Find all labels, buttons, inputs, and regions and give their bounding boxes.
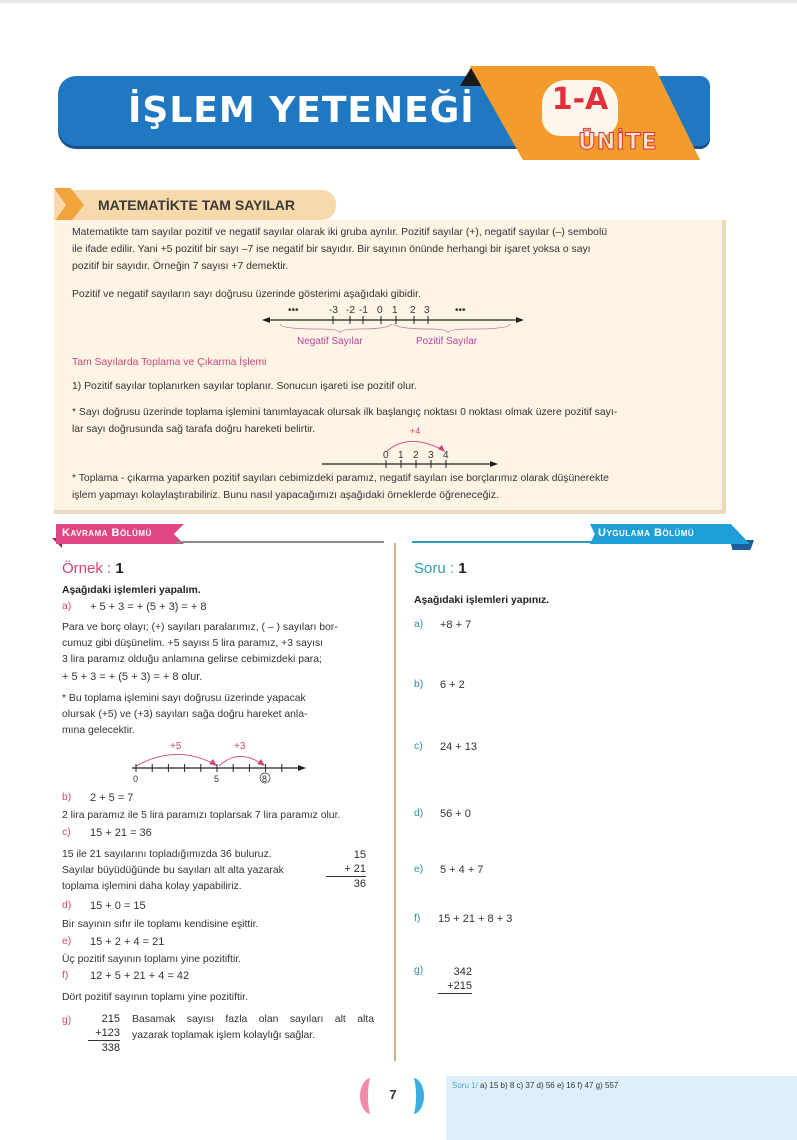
intro-para-line: ile ifade edilir. Yani +5 pozitif bir sayı –7 ise negatif bir sayıdır. Bir sayının önünde herhangi bir işaret yoksa o sayı bbox=[72, 244, 591, 255]
item-label: d) bbox=[62, 900, 72, 911]
question-instruction: Aşağıdaki işlemleri yapınız. bbox=[414, 595, 550, 606]
positive-label: Pozitif Sayılar bbox=[416, 336, 478, 347]
number-line-dots-right: ••• bbox=[455, 305, 466, 316]
jump-label: +5 bbox=[170, 741, 182, 752]
example-title-number: 1 bbox=[115, 560, 124, 577]
arrow-left-icon bbox=[262, 317, 270, 323]
example-text: mına gelecektir. bbox=[62, 725, 135, 736]
tick-label: 0 bbox=[383, 450, 389, 461]
example-equation: 12 + 5 + 21 + 4 = 42 bbox=[90, 970, 190, 982]
example-text: yazarak toplamak işlem kolaylığı sağlar. bbox=[132, 1030, 316, 1041]
number-line-integers bbox=[260, 300, 530, 350]
tick-label: 3 bbox=[424, 305, 430, 316]
rule-1: 1) Pozitif sayılar toplanırken sayılar toplanır. Sonucun işareti ise pozitif olur. bbox=[72, 381, 417, 392]
tick-label: 2 bbox=[410, 305, 416, 316]
item-label: e) bbox=[414, 864, 424, 875]
arrow-icon bbox=[257, 759, 265, 766]
answer-key bbox=[452, 1081, 618, 1090]
tick-label: -1 bbox=[359, 305, 368, 316]
tick-label: 1 bbox=[392, 305, 398, 316]
tick-label: -2 bbox=[346, 305, 355, 316]
item-label: b) bbox=[414, 679, 424, 690]
example-title-prefix: Örnek : bbox=[62, 560, 112, 577]
example-text: Dört pozitif sayının toplamı yine pozitiftir. bbox=[62, 992, 248, 1003]
uygulama-rule bbox=[412, 541, 594, 543]
intro-para-line: Matematikte tam sayılar pozitif ve negatif sayılar olarak iki gruba ayrılır. Pozitif sayılar (+), negatif sayılar (–) sembolü bbox=[72, 227, 608, 238]
example-text: * Bu toplama işlemini sayı doğrusu üzerinde yapacak bbox=[62, 693, 306, 704]
example-text: Para ve borç olayı; (+) sayıları paralarımız, ( – ) sayıları bor- bbox=[62, 622, 338, 633]
jump-label: +4 bbox=[410, 426, 421, 436]
question-title-prefix: Soru : bbox=[414, 560, 455, 577]
tick-label: 2 bbox=[413, 450, 419, 461]
number-line-five-plus-three bbox=[126, 738, 316, 786]
intro-para-line: * Sayı doğrusu üzerinde toplama işlemini tanımlayacak olursak ilk başlangıç noktası 0 noktası olmak üzere pozitif sayı- bbox=[72, 407, 618, 418]
column-addition bbox=[88, 1012, 120, 1055]
addend: + 21 bbox=[326, 862, 366, 877]
intro-para-line: pozitif bir sayıdır. Örneğin 7 sayısı +7 demektir. bbox=[72, 261, 289, 272]
unit-title: İŞLEM YETENEĞİ bbox=[128, 90, 475, 131]
question-title bbox=[414, 560, 467, 577]
subheading: Tam Sayılarda Toplama ve Çıkarma İşlemi bbox=[72, 357, 267, 368]
arrow-right-icon bbox=[298, 765, 306, 771]
top-border bbox=[0, 0, 797, 3]
jump-arc bbox=[136, 754, 214, 766]
item-label: b) bbox=[62, 792, 72, 803]
tick-label: 3 bbox=[428, 450, 434, 461]
exercise-expression: 24 + 13 bbox=[440, 741, 478, 753]
tick-label: 5 bbox=[214, 774, 220, 784]
kavrama-header: Kavrama Bölümü bbox=[62, 527, 152, 539]
intro-para-line: işlem yapmayı kolaylaştırabiliriz. Bunu nasıl yapacağımızı aşağıdaki örneklerde öğreneceğiz. bbox=[72, 490, 499, 501]
item-label: c) bbox=[62, 827, 71, 838]
intro-para-line: Pozitif ve negatif sayıların sayı doğrusu üzerinde gösterimi aşağıdaki gibidir. bbox=[72, 289, 421, 300]
column-divider bbox=[394, 543, 396, 1061]
unit-label: ÜNİTE bbox=[578, 130, 658, 155]
exercise-expression: +8 + 7 bbox=[440, 619, 472, 631]
section-title: MATEMATİKTE TAM SAYILAR bbox=[98, 197, 296, 213]
example-equation: 15 + 2 + 4 = 21 bbox=[90, 936, 165, 948]
exercise-expression: 5 + 4 + 7 bbox=[440, 864, 484, 876]
example-instruction: Aşağıdaki işlemleri yapalım. bbox=[62, 585, 201, 596]
example-text: Sayılar büyüdüğünde bu sayıları alt alta yazarak bbox=[62, 865, 284, 876]
item-label: a) bbox=[414, 619, 424, 630]
unit-number: 1-A bbox=[551, 82, 609, 117]
tick-label: 4 bbox=[443, 450, 449, 461]
item-label: a) bbox=[62, 601, 72, 612]
number-line-dots-left: ••• bbox=[288, 305, 299, 316]
negative-label: Negatif Sayılar bbox=[297, 336, 363, 347]
intro-para-line: lar sayı doğrusunda sağ tarafa doğru hareketi belirtir. bbox=[72, 424, 316, 435]
tick-label: 8 bbox=[262, 774, 268, 784]
item-label: d) bbox=[414, 808, 424, 819]
example-text: Üç pozitif sayının toplamı yine pozitiftir. bbox=[62, 954, 242, 965]
example-text: olursak (+5) ve (+3) sayıları sağa doğru hareket anla- bbox=[62, 709, 308, 720]
example-text: Bir sayının sıfır ile toplamı kendisine eşittir. bbox=[62, 919, 259, 930]
sum: 36 bbox=[353, 878, 366, 890]
tick-label: 0 bbox=[377, 305, 383, 316]
example-equation: 2 + 5 = 7 bbox=[90, 792, 134, 804]
jump-label: +3 bbox=[234, 741, 246, 752]
negative-brace bbox=[280, 324, 392, 333]
example-title bbox=[62, 560, 124, 577]
question-title-number: 1 bbox=[458, 560, 467, 577]
number-line-plus-four bbox=[318, 424, 508, 472]
positive-brace bbox=[394, 324, 510, 333]
kavrama-rule bbox=[176, 541, 384, 543]
arrow-right-icon bbox=[516, 317, 524, 323]
exercise-expression: 56 + 0 bbox=[440, 808, 471, 820]
example-equation: 15 + 0 = 15 bbox=[90, 900, 146, 912]
item-label: g) bbox=[414, 965, 424, 976]
example-equation: 15 + 21 = 36 bbox=[90, 827, 152, 839]
item-label: f) bbox=[414, 913, 421, 924]
tick-label: 0 bbox=[133, 774, 139, 784]
example-equation: + 5 + 3 = + (5 + 3) = + 8 bbox=[90, 601, 207, 613]
addend: 215 bbox=[101, 1013, 120, 1025]
answer-key-label: Soru 1/ bbox=[452, 1081, 478, 1090]
item-label: g) bbox=[62, 1015, 72, 1026]
tick-label: -3 bbox=[329, 305, 338, 316]
example-text: + 5 + 3 = + (5 + 3) = + 8 olur. bbox=[62, 671, 203, 683]
example-text: 15 ile 21 sayılarını topladığımızda 36 buluruz. bbox=[62, 849, 272, 860]
tick-label: 1 bbox=[398, 450, 404, 461]
addend: 15 bbox=[353, 849, 366, 861]
example-text: cumuz gibi düşünelim. +5 sayısı 5 lira paramız, +3 sayısı bbox=[62, 638, 324, 649]
example-text: Basamak sayısı fazla olan sayıları alt alta bbox=[132, 1014, 374, 1025]
jump-arc bbox=[219, 756, 262, 766]
example-text: toplama işlemini daha kolay yapabiliriz. bbox=[62, 881, 242, 892]
answer-key-values: a) 15 b) 8 c) 37 d) 56 e) 16 f) 47 g) 557 bbox=[480, 1081, 619, 1090]
example-text: 2 lira paramız ile 5 lira paramızı toplarsak 7 lira paramız olur. bbox=[62, 810, 341, 821]
item-label: c) bbox=[414, 741, 423, 752]
column-addition-exercise bbox=[438, 965, 472, 994]
column-addition bbox=[326, 848, 366, 891]
addend: 342 bbox=[453, 966, 472, 978]
uygulama-header: Uygulama Bölümü bbox=[598, 527, 695, 539]
exercise-expression: 6 + 2 bbox=[440, 679, 465, 691]
addend: +215 bbox=[438, 979, 472, 994]
sum: 338 bbox=[101, 1042, 120, 1054]
item-label: f) bbox=[62, 970, 69, 981]
arrow-right-icon bbox=[490, 461, 498, 467]
addend: +123 bbox=[88, 1026, 120, 1041]
intro-para-line: * Toplama - çıkarma yaparken pozitif sayıları cebimizdeki paramız, negatif sayıları ise borçlarımız olarak düşünerekte bbox=[72, 473, 609, 484]
item-label: e) bbox=[62, 936, 72, 947]
exercise-expression: 15 + 21 + 8 + 3 bbox=[438, 913, 513, 925]
page-number: 7 bbox=[389, 1087, 397, 1102]
example-text: 3 lira paramız olduğu anlamına gelirse cebimizdeki para; bbox=[62, 654, 322, 665]
